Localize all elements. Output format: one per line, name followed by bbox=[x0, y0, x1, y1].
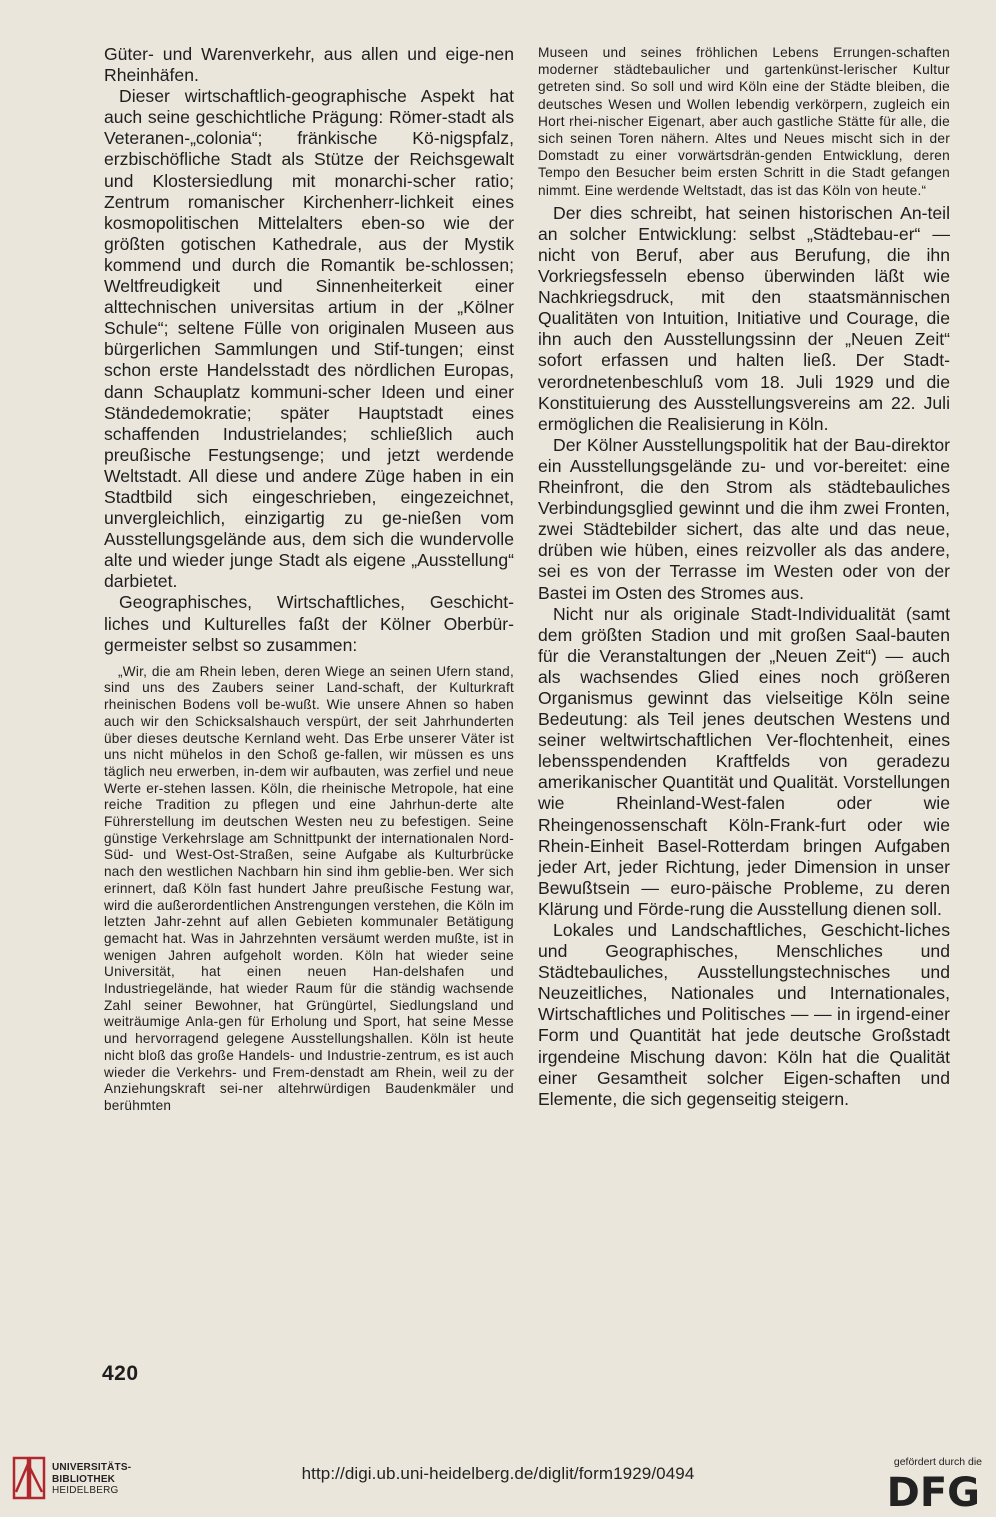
source-url-link[interactable]: http://digi.ub.uni-heidelberg.de/diglit/form1929/0494 bbox=[301, 1464, 695, 1483]
left-paragraph-3: Geographisches, Wirtschaftliches, Geschicht-liches und Kulturelles faßt der Kölner Oberbür-germeister selbst so zusammen: bbox=[104, 592, 514, 655]
mayor-quote: „Wir, die am Rhein leben, deren Wiege an seinen Ufern stand, sind uns des Zaubers seiner Land-schaft, der Kulturkraft rheinischen Bodens voll be-wußt. Wie unsere Ahnen so haben auch wir den Schicksalshauch verspürt, der seit Jahrhunderten über dieses deutsche Kernland weht. Das Erbe unserer Väter ist uns nicht mühelos in den Schoß ge-fallen, wir müssen es uns täglich neu erwerben, in-dem wir aufbauten, was zerfiel und neue Werte er-stehen lassen. Köln, die rheinische Metropole, hat eine reiche Tradition zu pflegen und eine Jahrhun-derte alte Führerstellung im deutschen Westen neu zu befestigen. Seine günstige Verkehrslage am Schnittpunkt der internationalen Nord-Süd- und West-Ost-Straßen, seine Aufgabe als Kulturbrücke nach den westlichen Nachbarn hin sind ihm geblie-ben. Wer sich erinnert, daß Köln fast hundert Jahre preußische Festung war, wird die außerordentlichen Anstrengungen verstehen, die Köln im letzten Jahr-zehnt auf allen Gebieten kommunaler Betätigung gemacht hat. Was in Jahrzehnten versäumt werden mußte, ist in wenigen Jahren aufgeholt worden. Köln hat wieder seine Universität, hat einen neuen Han-delshafen und Industriegelände, hat wieder Raum für die ständig wachsende Zahl seiner Bewohner, hat Grüngürtel, Siedlungsland und weiträumige Anla-gen für Erholung und Sport, hat seine Messe und hervorragend gelegene Ausstellungshallen. Köln ist heute nicht bloß das große Handels- und Industrie-zentrum, es ist auch wieder die Verkehrs- und Frem-denstadt am Rhein, weil zu der Anziehungskraft sei-ner altehrwürdigen Baudenkmäler und berühmten bbox=[104, 663, 514, 1113]
right-column bbox=[538, 44, 950, 1110]
right-paragraph-4: Lokales und Landschaftliches, Geschicht-liches und Geographisches, Menschliches und Städtebauliches, Ausstellungstechnisches und Neuzeitliches, Nationales und Internationales, Wirtschaftliches und Politisches — — in irgend-einer Form und Quantität hat jede deutsche Großstadt irgendeine Mischung davon: Köln hat die Qualität einer Gesamtheit solcher Eigen-schaften und Elemente, die sich gegenseitig steigern. bbox=[538, 920, 950, 1109]
left-column bbox=[104, 44, 514, 1115]
library-name-line-3: HEIDELBERG bbox=[52, 1485, 119, 1496]
library-name-line-1: UNIVERSITÄTS- bbox=[52, 1462, 132, 1473]
dfg-logo[interactable] bbox=[882, 1456, 986, 1516]
right-paragraph-1: Der dies schreibt, hat seinen historischen An-teil an solcher Entwicklung: selbst „Städtebau-er“ — nicht von Beruf, aber aus Berufung, die ihn Vorkriegsfesseln ebenso überwinden läßt wie Nachkriegsdruck, mit den staatsmännischen Qualitäten von Intuition, Initiative und Courage, die ihn auch den Ausstellungssinn der „Neuen Zeit“ sofort erfassen und halten ließ. Der Stadt-verordnetenbeschluß vom 18. Juli 1929 und die Konstituierung des Ausstellungsvereins am 22. Juli ermöglichen die Realisierung in Köln. bbox=[538, 202, 950, 434]
right-paragraph-3: Nicht nur als originale Stadt-Individualität (samt dem größten Stadion und mit großen Saal-bauten für die Veranstaltungen der „Neuen Zeit“) — auch als wachsendes Glied eines noch größeren Organismus gewinnt das vielseitige Köln seine Bedeutung: als Teil jenes deutschen Westens und seiner weltwirtschaftlichen Ver-flochtenheit, eines lebensspendenden Kraftfelds von geradezu amerikanischer Quantität und Qualität. Vorstellungen wie Rheinland-West-falen oder wie Rheingenossenschaft Köln-Frank-furt oder wie Rhein-Einheit Basel-Rotterdam bringen Aufgaben jeder Art, jeder Richtung, jeder Dimension in unser Bewußtsein — euro-päische Probleme, zu deren Klärung und Förde-rung die Ausstellung dienen soll. bbox=[538, 603, 950, 919]
dfg-wordmark: DFG bbox=[886, 1470, 980, 1516]
mayor-quote-continued: Museen und seines fröhlichen Lebens Errungen-schaften moderner städtebaulicher und gartenkünst-lerischer Kultur getreten sind. So soll und wird Köln eine der Städte bleiben, die deutsches Wesen und Wollen lebendig verkörpern, zugleich ein Hort rhei-nischer Eigenart, aber auch gastliche Stätte für alle, die sich seinen Toren nähern. Altes und Neues mischt sich in der Domstadt zu einer vorwärtsdrän-genden Entwicklung, deren Tempo den Besucher beim ersten Schritt in die Stadt gefangen nimmt. Eine werdende Weltstadt, das ist das Köln von heute.“ bbox=[538, 45, 950, 198]
left-paragraph-1: Güter- und Warenverkehr, aus allen und eige-nen Rheinhäfen. bbox=[104, 44, 514, 86]
page-number: 420 bbox=[102, 1362, 139, 1385]
funding-text: gefördert durch die bbox=[893, 1456, 982, 1468]
footer bbox=[0, 1436, 996, 1517]
library-name-line-2: BIBLIOTHEK bbox=[52, 1473, 116, 1485]
left-paragraph-2: Dieser wirtschaftlich-geographische Aspekt hat auch seine geschichtliche Prägung: Römer-stadt als Veteranen-„colonia“; fränkische Kö-nigspfalz, erzbischöfliche Stadt als Stütze der Reichsgewalt und Klostersiedlung mit monarchi-scher ratio; Zentrum romanischer Kirchenherr-lichkeit eines kosmopolitischen Mittelalters eben-so wie der größten gotischen Kathedrale, aus der Mystik kommend und durch die Romantik be-schlossen; Weltfreudigkeit und Sinnenheiterkeit einer alttechnischen universitas artium in der „Kölner Schule“; seltene Fülle von originalen Museen aus bürgerlichen Sammlungen und Stif-tungen; einst schon erste Handelsstadt des nördlichen Europas, dann Schauplatz kommuni-scher Ideen und einer Ständedemokratie; später Hauptstadt eines schaffenden Industrielandes; schließlich auch preußische Festungsenge; und jetzt werdende Weltstadt. All diese und andere Züge haben in ein Stadtbild sich eingeschrieben, eingezeichnet, unvergleichlich, einzigartig zu ge-nießen vom Ausstellungsgelände aus, dem sich die wundervolle alte und wieder junge Stadt als eigene „Ausstellung“ darbietet. bbox=[104, 86, 514, 592]
right-paragraph-2: Der Kölner Ausstellungspolitik hat der Bau-direktor ein Ausstellungsgelände zu- und vor-bereitet: eine Rheinfront, die den Strom als städtebauliches Verbindungsglied gewinnt und die ihm zwei Fronten, zwei Städtebilder sichert, das alte und das neue, drüben wie hüben, eines reizvoller als das andere, sei es von der Terrasse im Westen oder von der Bastei im Osten des Stromes aus. bbox=[538, 434, 950, 603]
